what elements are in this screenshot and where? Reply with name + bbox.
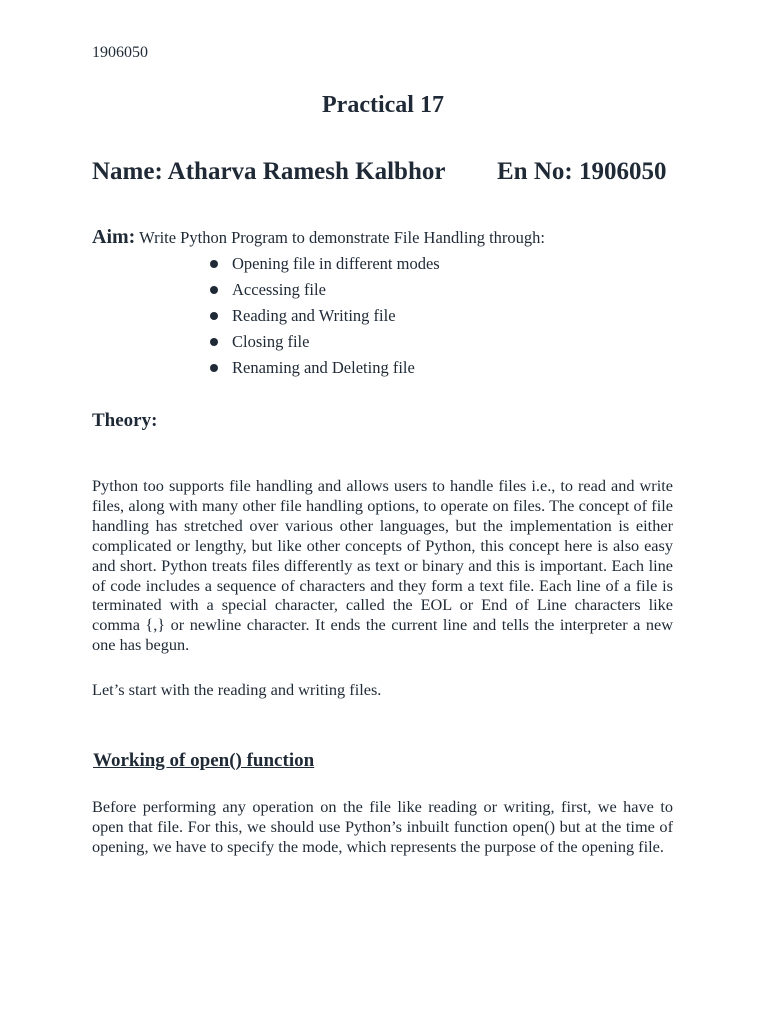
aim-list-item-text: Opening file in different modes xyxy=(232,254,440,273)
student-info-line xyxy=(92,158,674,186)
theory-heading: Theory: xyxy=(92,410,158,431)
aim-list-item xyxy=(208,305,440,331)
page-title-text: Practical 17 xyxy=(322,92,444,118)
aim-list-item-text: Renaming and Deleting file xyxy=(232,358,415,377)
aim-list-item xyxy=(208,279,440,305)
aim-list-item-text: Closing file xyxy=(232,332,310,351)
aim-list-item xyxy=(208,331,440,357)
aim-list-item xyxy=(208,357,440,383)
aim-text: Write Python Program to demonstrate File Handling through: xyxy=(139,228,545,247)
theory-paragraph-2: Let’s start with the reading and writing files. xyxy=(92,680,382,699)
theory-paragraph-1: Python too supports file handling and allows users to handle files i.e., to read and write files, along with many other file handling options, to operate on files. The concept of file handling has stretched over various other languages, but the implementation is either complicated or lengthy, but like other concepts of Python, this concept here is also easy and short. Python treats files differently as text or binary and this is important. Each line of code includes a sequence of characters and they form a text file. Each line of a file is terminated with a special character, called the EOL or End of Line characters like comma {,} or newline character. It ends the current line and tells the interpreter a new one has begun. xyxy=(92,476,673,655)
bullet-icon xyxy=(210,312,218,320)
student-name: Name: Atharva Ramesh Kalbhor xyxy=(92,158,446,185)
bullet-icon xyxy=(210,338,218,346)
open-function-heading: Working of open() function xyxy=(93,750,315,771)
aim-line xyxy=(92,226,545,249)
bullet-icon xyxy=(210,260,218,268)
aim-label: Aim: xyxy=(92,226,136,248)
bullet-icon xyxy=(210,286,218,294)
bullet-icon xyxy=(210,364,218,372)
aim-list xyxy=(208,253,440,383)
aim-list-item-text: Accessing file xyxy=(232,280,326,299)
student-enrollment: En No: 1906050 xyxy=(497,158,667,185)
header-enrollment-number: 1906050 xyxy=(92,44,148,61)
page-title xyxy=(0,92,768,119)
aim-list-item xyxy=(208,253,440,279)
open-function-paragraph: Before performing any operation on the file like reading or writing, first, we have to open that file. For this, we should use Python’s inbuilt function open() but at the time of opening, we have to specify the mode, which represents the purpose of the opening file. xyxy=(92,797,673,856)
aim-list-item-text: Reading and Writing file xyxy=(232,306,396,325)
